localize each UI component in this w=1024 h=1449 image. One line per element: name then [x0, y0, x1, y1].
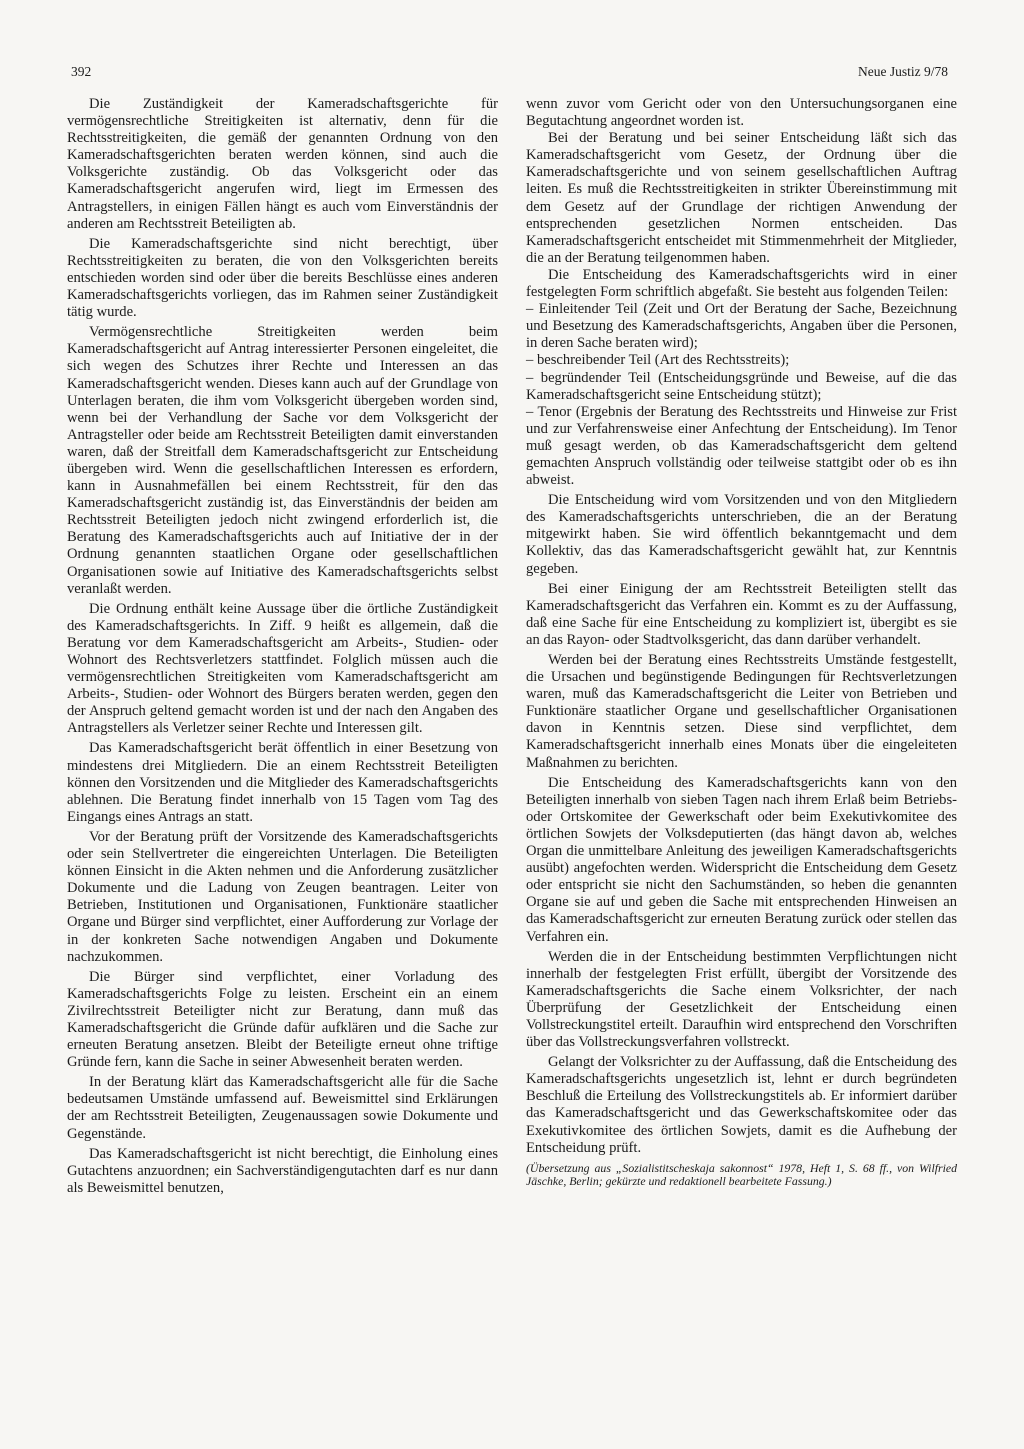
page-number: 392 [71, 64, 92, 79]
paragraph: Die Bürger sind verpflichtet, einer Vorladung des Kameradschaftsgerichts Folge zu leisten. Erscheint ein an einem Zivilrechtsstreit Beteiligter nicht zur Beratung, dann muß das Kameradschaftsgericht die Gründe dafür aufklären und die Sache zur erneuten Beratung ansetzen. Bleibt der Beteiligte erneut ohne triftige Gründe fern, kann die Sache in seiner Abwesenheit beraten werden. [67, 968, 498, 1071]
paragraph: Vermögensrechtliche Streitigkeiten werden beim Kameradschaftsgericht auf Antrag interessierter Personen eingeleitet, die sich wegen des Schutzes ihrer Rechte und Interessen an das Kameradschaftsgericht wenden. Dieses kann auch auf der Grundlage von Unterlagen beraten, die ihm vom Volksgericht übergeben worden sind, wenn bei der Verhandlung der Sache vor dem Volksgericht der Antragsteller oder beide am Rechtsstreit Beteiligten damit einverstanden waren, daß der Streitfall dem Kameradschaftsgericht zur Entscheidung übergeben wird. Wenn die gesellschaftlichen Interessen es erfordern, kann in Ausnahmefällen bei einem Rechtsstreit, für den das Kameradschaftsgericht zuständig ist, das Einverständnis der beiden am Rechtsstreit Beteiligten jedoch nicht zwingend erforderlich ist, die Beratung des Kameradschaftsgerichts auch auf Initiative der in der Ordnung genannten staatlichen Organe oder gesellschaftlichen Organisationen sowie auf Initiative des Kameradschaftsgerichts selbst veranlaßt werden. [67, 324, 498, 597]
paragraph: Die Ordnung enthält keine Aussage über die örtliche Zuständigkeit des Kameradschaftsgerichts. In Ziff. 9 heißt es allgemein, daß die Beratung vor dem Kameradschaftsgericht am Arbeits-, Studien- oder Wohnort des Rechtsverletzers stattfindet. Folglich müssen auch die vermögensrechtlichen Streitigkeiten vom Kameradschaftsgericht am Arbeits-, Studien- oder Wohnort des Bürgers beraten werden, gegen den der Anspruch geltend gemacht worden ist und der nach den Angaben des Antragstellers als Verletzer seiner Rechte und Interessen gilt. [67, 600, 498, 737]
paragraph: Die Kameradschaftsgerichte sind nicht berechtigt, über Rechtsstreitigkeiten zu beraten, die von den Volksgerichten bereits entschieden worden sind oder über die bereits Beschlüsse eines anderen Kameradschaftsgerichts vorliegen, das im Rahmen seiner Zuständigkeit tätig wurde. [67, 235, 498, 321]
paragraph: In der Beratung klärt das Kameradschaftsgericht alle für die Sache bedeutsamen Umstände umfassend auf. Beweismittel sind Erklärungen der am Rechtsstreit Beteiligten, Zeugenaussagen sowie Dokumente und Gegenstände. [67, 1074, 498, 1142]
paragraph: Die Entscheidung wird vom Vorsitzenden und von den Mitgliedern des Kameradschaftsgerichts unterschrieben, die an der Beratung mitgewirkt haben. Sie wird öffentlich bekanntgemacht und dem Kollektiv, das das Kameradschaftsgericht gewählt hat, zur Kenntnis gegeben. [526, 492, 957, 577]
paragraph: Die Entscheidung des Kameradschaftsgerichts wird in einer festgelegten Form schriftlich abgefaßt. Sie besteht aus folgenden Teilen: [526, 266, 957, 301]
paragraph: Werden bei der Beratung eines Rechtsstreits Umstände festgestellt, die Ursachen und begünstigende Bedingungen für Rechtsverletzungen waren, muß das Kameradschaftsgericht die Leiter von Betrieben und Funktionäre staatlicher Organe und gesellschaftlicher Organisationen davon in Kenntnis setzen. Diese sind verpflichtet, dem Kameradschaftsgericht innerhalb eines Monats über die eingeleiteten Maßnahmen zu berichten. [526, 652, 957, 771]
list-item: – Tenor (Ergebnis der Beratung des Rechtsstreits und Hinweise zur Frist und zur Verfahrensweise einer Anfechtung der Entscheidung). Im Tenor muß gesagt werden, ob das Kameradschaftsgericht dem geltend gemachten Anspruch vollständig oder teilweise stattgibt oder ob es ihn abweist. [526, 403, 957, 489]
source-note: (Übersetzung aus „Sozialistitscheskaja sakonnost“ 1978, Heft 1, S. 68 ff., von Wilfried Jäschke, Berlin; gekürzte und redaktionell bearbeitete Fassung.) [526, 1160, 957, 1189]
paragraph: Die Entscheidung des Kameradschaftsgerichts kann von den Beteiligten innerhalb von sieben Tagen nach ihrem Erlaß beim Betriebs- oder Ortskomitee der Gewerkschaft oder beim Exekutivkomitee des örtlichen Sowjets der Volksdeputierten (das hängt davon ab, welches Organ die unmittelbare Anleitung des jeweiligen Kameradschaftsgerichts ausübt) angefochten werden. Widerspricht die Entscheidung dem Gesetz oder entspricht sie nicht den Sachumständen, so heben die genannten Organe sie auf und geben die Sache mit entsprechenden Hinweisen an das Kameradschaftsgericht zur erneuten Beratung zurück oder stellen das Verfahren ein. [526, 774, 957, 945]
left-column [67, 96, 498, 1197]
paragraph: Das Kameradschaftsgericht ist nicht berechtigt, die Einholung eines Gutachtens anzuordnen; ein Sachverständigengutachten darf es nur dann als Beweismittel benutzen, [67, 1145, 498, 1196]
paragraph: Bei der Beratung und bei seiner Entscheidung läßt sich das Kameradschaftsgericht vom Gesetz, der Ordnung über die Kameradschaftsgerichte und von seinem gesellschaftlichen Auftrag leiten. Es muß die Rechtsstreitigkeiten in strikter Übereinstimmung mit dem Gesetz auf der Grundlage der richtigen Anwendung der entsprechenden gesetzlichen Normen entscheiden. Das Kameradschaftsgericht entscheidet mit Stimmenmehrheit der Mitglieder, die an der Beratung teilgenommen haben. [526, 130, 957, 266]
list-item: – beschreibender Teil (Art des Rechtsstreits); [526, 352, 790, 369]
list-item: – Einleitender Teil (Zeit und Ort der Beratung der Sache, Bezeichnung und Besetzung des Kameradschaftsgerichts, Angaben über die Personen, in deren Sache beraten wird); [526, 301, 957, 352]
list-item: – begründender Teil (Entscheidungsgründe und Beweise, auf die das Kameradschaftsgericht seine Entscheidung stützt); [526, 369, 957, 403]
paragraph: Die Zuständigkeit der Kameradschaftsgerichte für vermögensrechtliche Streitigkeiten ist alternativ, denn für die Rechtsstreitigkeiten, die gemäß der genannten Ordnung von den Kameradschaftsgerichten beraten werden können, sind auch die Volksgerichte zuständig. Ob das Volksgericht oder das Kameradschaftsgericht angerufen wird, liegt im Ermessen des Antragstellers, in einigen Fällen hängt es auch vom Einverständnis der anderen am Rechtsstreit Beteiligten ab. [67, 96, 498, 232]
paragraph: Werden die in der Entscheidung bestimmten Verpflichtungen nicht innerhalb der festgelegten Frist erfüllt, übergibt der Vorsitzende des Kameradschaftsgerichts die Sache einem Volksrichter, der nach Überprüfung der Gesetzlichkeit der Entscheidung einen Vollstreckungstitel erteilt. Daraufhin wird entsprechend den Vorschriften über das Vollstreckungsverfahren vollstreckt. [526, 948, 957, 1051]
paragraph-continuation: wenn zuvor vom Gericht oder von den Untersuchungsorganen eine Begutachtung angeordnet worden ist. [526, 96, 957, 130]
paragraph: Bei einer Einigung der am Rechtsstreit Beteiligten stellt das Kameradschaftsgericht das Verfahren ein. Kommt es zu der Auffassung, daß eine Sache für eine Entscheidung zu kompliziert ist, übergibt es sie an das Rayon- oder Stadtvolksgericht, das dann darüber verhandelt. [526, 580, 957, 648]
page-header [71, 64, 948, 82]
paragraph: Das Kameradschaftsgericht berät öffentlich in einer Besetzung von mindestens drei Mitgliedern. Die an einem Rechtsstreit Beteiligten können den Vorsitzenden und die Mitglieder des Kameradschaftsgerichts ablehnen. Die Beratung findet innerhalb von 15 Tagen vom Tag des Eingangs eines Antrags an statt. [67, 740, 498, 825]
paragraph: Vor der Beratung prüft der Vorsitzende des Kameradschaftsgerichts oder sein Stellvertreter die eingereichten Unterlagen. Die Beteiligten können Einsicht in die Akten nehmen und die Anforderung zusätzlicher Dokumente und die Ladung von Zeugen beantragen. Leiter von Betrieben, Institutionen und Organisationen, Funktionäre staatlicher Organe und Bürger sind verpflichtet, einer Aufforderung zur Vorlage der in der konkreten Sache notwendigen Angaben und Dokumente nachzukommen. [67, 828, 498, 965]
right-column [526, 96, 957, 1189]
journal-title: Neue Justiz 9/78 [858, 64, 948, 79]
paragraph: Gelangt der Volksrichter zu der Auffassung, daß die Entscheidung des Kameradschaftsgerichts ungesetzlich ist, lehnt er durch begründeten Beschluß die Erteilung des Vollstreckungstitels ab. Er informiert darüber das Kameradschaftsgericht und das Gewerkschaftskomitee oder das Exekutivkomitee des örtlichen Sowjets, damit es die Aufhebung der Entscheidung prüft. [526, 1054, 957, 1156]
